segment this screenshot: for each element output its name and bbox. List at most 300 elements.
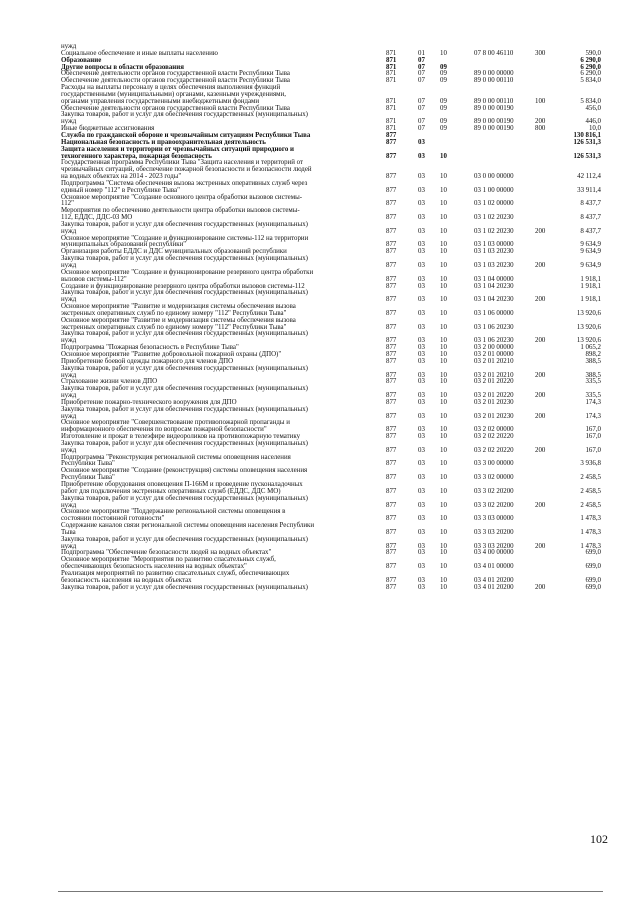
table-row xyxy=(61,407,601,421)
section-code: 03 xyxy=(418,357,425,365)
ministry-code: 877 xyxy=(386,152,397,160)
section-code: 07 xyxy=(418,63,425,71)
amount: 1 065,2 xyxy=(580,344,601,352)
table-row xyxy=(61,331,601,345)
section-code: 03 xyxy=(418,460,425,468)
table-row xyxy=(61,386,601,400)
amount: 130 816,1 xyxy=(573,131,601,139)
amount: 126 531,3 xyxy=(573,138,601,146)
amount: 590,0 xyxy=(585,49,601,57)
amount: 9 634,9 xyxy=(580,262,601,269)
target-article-code: 03 1 02 20230 xyxy=(474,227,514,235)
subsection-code: 10 xyxy=(440,426,447,434)
expense-type-code: 300 xyxy=(535,49,546,57)
target-article-code: 03 1 06 00000 xyxy=(474,309,514,317)
amount: 6 290,0 xyxy=(580,56,601,64)
subsection-code: 10 xyxy=(440,337,447,345)
row-name: Подпрограмма "Пожарная безопасность в Республике Тыва" xyxy=(61,344,239,352)
table-row xyxy=(61,290,601,304)
subsection-code: 09 xyxy=(440,70,447,78)
subsection-code: 10 xyxy=(440,528,447,536)
section-code: 03 xyxy=(418,549,425,557)
subsection-code: 10 xyxy=(440,262,447,269)
section-code: 03 xyxy=(418,433,425,441)
amount: 699,0 xyxy=(585,576,601,584)
row-name: Основное мероприятие "Создание и функционирование системы-112 на территории муниципальных образований республики" xyxy=(61,234,309,249)
target-article-code: 03 1 03 00000 xyxy=(474,241,514,249)
amount: 42 112,4 xyxy=(577,173,601,181)
amount: 335,5 xyxy=(585,392,601,400)
expense-type-code: 200 xyxy=(535,446,546,454)
subsection-code: 10 xyxy=(440,296,447,304)
amount: 446,0 xyxy=(585,118,601,126)
section-code: 03 xyxy=(418,282,425,290)
row-name: Государственная программа Республики Тыва "Защита населения и территорий от чрезвычайных ситуаций, обеспечение пожарной безопасности и безопасности людей на водных объектах на 2014 - 2023 годы" xyxy=(61,159,312,181)
expense-type-code: 200 xyxy=(535,227,546,235)
ministry-code: 877 xyxy=(386,173,397,181)
amount: 5 834,0 xyxy=(580,97,601,105)
table-row xyxy=(61,523,601,537)
section-code: 03 xyxy=(418,412,425,420)
subsection-code: 10 xyxy=(440,398,447,406)
row-name: Закупка товаров, работ и услуг для обеспечения государственных (муниципальных) нужд xyxy=(61,405,308,420)
subsection-code: 09 xyxy=(440,97,447,105)
amount: 1 478,3 xyxy=(580,515,601,523)
amount: 33 911,4 xyxy=(577,186,601,194)
subsection-code: 10 xyxy=(440,460,447,468)
table-row xyxy=(61,195,601,209)
footer-rule xyxy=(58,891,603,892)
ministry-code: 877 xyxy=(386,474,397,482)
section-code: 07 xyxy=(418,70,425,78)
subsection-code: 10 xyxy=(440,241,447,249)
row-name: Основное мероприятие "Мероприятия по развитию спасательных служб, обеспечивающих безопасность населения на водных объектах" xyxy=(61,556,276,571)
row-name: нужд xyxy=(61,43,77,50)
subsection-code: 10 xyxy=(440,412,447,420)
table-row xyxy=(61,85,601,106)
section-code: 01 xyxy=(418,49,425,57)
target-article-code: 03 2 02 00000 xyxy=(474,426,514,434)
section-code: 03 xyxy=(418,576,425,584)
row-name: Изготовление и прокат в телеэфире видеороликов на противопожарную тематику xyxy=(61,433,301,441)
subsection-code: 10 xyxy=(440,371,447,379)
target-article-code: 03 2 01 20210 xyxy=(474,371,514,379)
section-code: 03 xyxy=(418,138,425,146)
row-name: Национальная безопасность и правоохранительная деятельность xyxy=(61,138,266,146)
ministry-code: 877 xyxy=(386,528,397,536)
subsection-code: 10 xyxy=(440,549,447,557)
ministry-code: 877 xyxy=(386,460,397,468)
amount: 13 920,6 xyxy=(576,323,601,331)
table-row xyxy=(61,537,601,551)
subsection-code: 10 xyxy=(440,542,447,550)
table-row xyxy=(61,208,601,222)
section-code: 07 xyxy=(418,56,425,64)
ministry-code: 877 xyxy=(386,282,397,290)
section-code: 03 xyxy=(418,583,425,591)
row-name: Закупка товаров, работ и услуг для обеспечения государственных (муниципальных) нужд xyxy=(61,385,308,400)
section-code: 03 xyxy=(418,152,425,160)
target-article-code: 03 3 02 20200 xyxy=(474,487,514,495)
section-code: 03 xyxy=(418,350,425,358)
ministry-code: 871 xyxy=(386,97,397,105)
section-code: 03 xyxy=(418,501,425,509)
row-name: Образование xyxy=(61,56,102,64)
table-row xyxy=(61,441,601,455)
section-code: 03 xyxy=(418,309,425,317)
row-name: Закупка товаров, работ и услуг для обеспечения государственных (муниципальных) нужд xyxy=(61,535,308,550)
target-article-code: 03 1 06 20230 xyxy=(474,323,514,331)
row-name: Обеспечение деятельности органов государственной власти Республики Тыва xyxy=(61,77,290,85)
ministry-code: 877 xyxy=(386,398,397,406)
subsection-code: 10 xyxy=(440,446,447,454)
section-code: 03 xyxy=(418,542,425,550)
ministry-code: 877 xyxy=(386,515,397,523)
row-name: Закупка товаров, работ и услуг для обеспечения государственных (муниципальных) нужд xyxy=(61,220,308,235)
ministry-code: 871 xyxy=(386,70,397,78)
amount: 2 458,5 xyxy=(580,487,601,495)
ministry-code: 877 xyxy=(386,583,397,591)
subsection-code: 10 xyxy=(440,474,447,482)
expense-type-code: 200 xyxy=(535,118,546,126)
table-row xyxy=(61,181,601,195)
table-row xyxy=(61,147,601,161)
row-name: Закупка товаров, работ и услуг для обеспечения государственных (муниципальных) нужд xyxy=(61,494,308,509)
section-code: 03 xyxy=(418,262,425,269)
ministry-code: 877 xyxy=(386,248,397,256)
target-article-code: 03 2 00 00000 xyxy=(474,344,514,352)
row-name: Страхование жизни членов ДПО xyxy=(61,378,158,386)
amount: 1 918,1 xyxy=(580,296,601,304)
expense-type-code: 200 xyxy=(535,392,546,400)
amount: 8 437,7 xyxy=(580,227,601,235)
row-name: Закупка товаров, работ и услуг для обеспечения государственных (муниципальных) нужд xyxy=(61,111,308,126)
row-name: Создание и функционирование резервного центра обработки вызовов системы-112 xyxy=(61,282,305,290)
expense-type-code: 200 xyxy=(535,371,546,379)
ministry-code: 877 xyxy=(386,337,397,345)
target-article-code: 03 3 02 20200 xyxy=(474,501,514,509)
ministry-code: 877 xyxy=(386,357,397,365)
subsection-code: 10 xyxy=(440,214,447,222)
table-row xyxy=(61,160,601,181)
expense-type-code: 200 xyxy=(535,337,546,345)
target-article-code: 03 2 01 20230 xyxy=(474,398,514,406)
row-name: Основное мероприятие "Развитие и модернизация системы обеспечения вызова экстренных оперативных служб по единому номеру "112" Республики Тыва" xyxy=(61,316,296,331)
section-code: 03 xyxy=(418,241,425,249)
amount: 388,5 xyxy=(585,371,601,379)
target-article-code: 03 4 01 00000 xyxy=(474,563,514,571)
amount: 1 478,3 xyxy=(580,528,601,536)
amount: 699,0 xyxy=(585,549,601,557)
subsection-code: 09 xyxy=(440,104,447,112)
amount: 898,2 xyxy=(585,350,601,358)
amount: 9 634,9 xyxy=(580,248,601,256)
section-code: 03 xyxy=(418,248,425,256)
row-name: Основное мероприятие "Создание основного центра обработки вызовов системы- 112" xyxy=(61,193,303,208)
amount: 174,3 xyxy=(585,412,601,420)
table-row xyxy=(61,222,601,236)
ministry-code: 871 xyxy=(386,125,397,133)
table-row xyxy=(61,256,601,270)
amount: 167,0 xyxy=(585,446,601,454)
ministry-code: 877 xyxy=(386,378,397,386)
row-name: Закупка товаров, работ и услуг для обеспечения государственных (муниципальных) нужд xyxy=(61,330,308,345)
row-name: Основное мероприятие "Развитие и модернизация системы обеспечения вызова экстренных оперативных служб по единому номеру "112" Республики Тыва" xyxy=(61,303,296,317)
amount: 9 634,9 xyxy=(580,241,601,249)
amount: 2 458,5 xyxy=(580,501,601,509)
row-name: Служба по гражданской обороне и чрезвычайным ситуациям Республики Тыва xyxy=(61,131,311,139)
amount: 6 290,0 xyxy=(580,70,601,78)
row-name: Социальное обеспечение и иные выплаты населению xyxy=(61,49,218,57)
ministry-code: 877 xyxy=(386,200,397,208)
ministry-code: 877 xyxy=(386,275,397,283)
subsection-code: 10 xyxy=(440,357,447,365)
subsection-code: 10 xyxy=(440,344,447,352)
section-code: 03 xyxy=(418,446,425,454)
subsection-code: 10 xyxy=(440,152,447,160)
ministry-code: 877 xyxy=(386,344,397,352)
target-article-code: 89 0 00 00000 xyxy=(474,70,514,78)
table-row xyxy=(61,585,601,592)
row-name: Реализация мероприятий по развитию спасательных служб, обеспечивающих безопасность населения на водных объектах xyxy=(61,569,290,584)
ministry-code: 871 xyxy=(386,56,397,64)
row-name: Основное мероприятие "Создание (реконструкция) системы оповещения населения Республики Тыва" xyxy=(61,467,308,482)
subsection-code: 09 xyxy=(440,125,447,133)
table-row xyxy=(61,482,601,496)
amount: 167,0 xyxy=(585,426,601,434)
ministry-code: 877 xyxy=(386,487,397,495)
ministry-code: 877 xyxy=(386,549,397,557)
amount: 13 920,6 xyxy=(576,337,601,345)
subsection-code: 10 xyxy=(440,323,447,331)
amount: 1 918,1 xyxy=(580,282,601,290)
table-row xyxy=(61,112,601,126)
subsection-code: 10 xyxy=(440,563,447,571)
ministry-code: 877 xyxy=(386,392,397,400)
expense-type-code: 200 xyxy=(535,412,546,420)
subsection-code: 10 xyxy=(440,309,447,317)
section-code: 03 xyxy=(418,344,425,352)
subsection-code: 10 xyxy=(440,378,447,386)
row-name: Содержание каналов связи региональной системы оповещения населения Республики Тыва xyxy=(61,522,315,536)
row-name: Основное мероприятие "Совершенствование противопожарной пропаганды и информационного обеспечения по вопросам пожарной безопасности" xyxy=(61,419,290,434)
amount: 167,0 xyxy=(585,433,601,441)
target-article-code: 89 0 00 00110 xyxy=(474,97,514,105)
page-number: 102 xyxy=(590,832,608,846)
section-code: 03 xyxy=(418,426,425,434)
target-article-code: 89 0 00 00190 xyxy=(474,104,514,112)
amount: 1 918,1 xyxy=(580,275,601,283)
ministry-code: 877 xyxy=(386,426,397,434)
amount: 13 920,6 xyxy=(576,309,601,317)
subsection-code: 10 xyxy=(440,515,447,523)
row-name: Приобретение боевой одежды пожарного для членов ДПО xyxy=(61,357,234,365)
amount: 699,0 xyxy=(585,583,601,591)
amount: 456,0 xyxy=(585,104,601,112)
subsection-code: 10 xyxy=(440,583,447,591)
target-article-code: 03 1 02 00000 xyxy=(474,200,514,208)
target-article-code: 03 1 04 00000 xyxy=(474,275,514,283)
ministry-code: 877 xyxy=(386,446,397,454)
target-article-code: 07 8 00 46110 xyxy=(474,49,514,57)
target-article-code: 03 1 00 00000 xyxy=(474,186,514,194)
section-code: 03 xyxy=(418,398,425,406)
section-code: 03 xyxy=(418,378,425,386)
target-article-code: 03 1 06 20230 xyxy=(474,337,514,345)
amount: 2 458,5 xyxy=(580,474,601,482)
target-article-code: 03 2 01 20230 xyxy=(474,412,514,420)
ministry-code: 877 xyxy=(386,576,397,584)
amount: 6 290,0 xyxy=(580,63,601,71)
ministry-code: 877 xyxy=(386,309,397,317)
section-code: 03 xyxy=(418,371,425,379)
subsection-code: 10 xyxy=(440,501,447,509)
target-article-code: 03 2 02 20220 xyxy=(474,446,514,454)
expense-type-code: 200 xyxy=(535,501,546,509)
section-code: 07 xyxy=(418,104,425,112)
section-code: 03 xyxy=(418,186,425,194)
ministry-code: 877 xyxy=(386,323,397,331)
expense-type-code: 100 xyxy=(535,97,546,105)
section-code: 07 xyxy=(418,118,425,126)
section-code: 03 xyxy=(418,214,425,222)
section-code: 03 xyxy=(418,515,425,523)
subsection-code: 10 xyxy=(440,576,447,584)
row-name: Подпрограмма "Обеспечение безопасности людей на водных объектах" xyxy=(61,549,272,557)
expense-type-code: 200 xyxy=(535,542,546,550)
table-row xyxy=(61,366,601,380)
row-name: Обеспечение деятельности органов государственной власти Республики Тыва xyxy=(61,70,290,78)
section-code: 03 xyxy=(418,323,425,331)
section-code: 03 xyxy=(418,227,425,235)
amount: 10,0 xyxy=(588,125,601,133)
ministry-code: 877 xyxy=(386,241,397,249)
subsection-code: 10 xyxy=(440,186,447,194)
amount: 5 834,0 xyxy=(580,77,601,85)
ministry-code: 877 xyxy=(386,433,397,441)
row-name: Приобретение оборудования оповещения П-166М и проведение пусконаладочных работ для подключения экстренных оперативных служб (ЕДДС, ДДС МО) xyxy=(61,481,303,495)
section-code: 03 xyxy=(418,392,425,400)
table-row xyxy=(61,455,601,469)
section-code: 03 xyxy=(418,563,425,571)
section-code: 03 xyxy=(418,200,425,208)
subsection-code: 10 xyxy=(440,433,447,441)
ministry-code: 877 xyxy=(386,262,397,269)
target-article-code: 03 3 00 00000 xyxy=(474,460,514,468)
target-article-code: 03 1 02 20230 xyxy=(474,214,514,222)
row-name: Приобретение пожарно-технического вооружения для ДПО xyxy=(61,398,237,406)
subsection-code: 10 xyxy=(440,392,447,400)
amount: 699,0 xyxy=(585,563,601,571)
target-article-code: 03 3 03 20200 xyxy=(474,542,514,550)
target-article-code: 89 0 00 00110 xyxy=(474,77,514,85)
row-name: Организация работы ЕДДС и ДДС муниципальных образований республики xyxy=(61,248,287,256)
ministry-code: 871 xyxy=(386,104,397,112)
table-row xyxy=(61,496,601,510)
table-row xyxy=(61,318,601,332)
amount: 1 478,3 xyxy=(580,542,601,550)
target-article-code: 03 2 01 00000 xyxy=(474,350,514,358)
section-code: 03 xyxy=(418,487,425,495)
ministry-code: 877 xyxy=(386,131,397,139)
section-code: 07 xyxy=(418,77,425,85)
section-code: 07 xyxy=(418,97,425,105)
amount: 335,5 xyxy=(585,378,601,386)
amount: 126 531,3 xyxy=(573,152,601,160)
row-name: Мероприятия по обеспечению деятельности центра обработки вызовов системы- 112, ЕДДС, ДДС-03 МО xyxy=(61,207,300,222)
budget-table xyxy=(61,44,601,592)
target-article-code: 03 0 00 00000 xyxy=(474,173,514,181)
row-name: Подпрограмма "Система обеспечения вызова экстренных оперативных служб через единый номер "112" в Республике Тыва" xyxy=(61,179,308,194)
target-article-code: 89 0 00 00190 xyxy=(474,118,514,126)
subsection-code: 10 xyxy=(440,173,447,181)
ministry-code: 871 xyxy=(386,77,397,85)
target-article-code: 03 3 02 00000 xyxy=(474,474,514,482)
target-article-code: 03 2 01 20220 xyxy=(474,392,514,400)
expense-type-code: 200 xyxy=(535,262,546,269)
target-article-code: 89 0 00 00190 xyxy=(474,125,514,133)
amount: 388,5 xyxy=(585,357,601,365)
target-article-code: 03 4 01 20200 xyxy=(474,583,514,591)
ministry-code: 877 xyxy=(386,296,397,304)
row-name: Другие вопросы в области образования xyxy=(61,63,184,71)
ministry-code: 871 xyxy=(386,118,397,126)
expense-type-code: 200 xyxy=(535,296,546,304)
section-code: 03 xyxy=(418,528,425,536)
amount: 174,3 xyxy=(585,398,601,406)
ministry-code: 877 xyxy=(386,371,397,379)
subsection-code: 10 xyxy=(440,49,447,57)
row-name: Подпрограмма "Реконструкция региональной системы оповещения населения Республики Тыва" xyxy=(61,453,291,468)
subsection-code: 09 xyxy=(440,77,447,85)
amount: 8 437,7 xyxy=(580,200,601,208)
ministry-code: 871 xyxy=(386,49,397,57)
ministry-code: 877 xyxy=(386,563,397,571)
row-name: Иные бюджетные ассигнования xyxy=(61,125,155,133)
ministry-code: 877 xyxy=(386,501,397,509)
amount: 3 936,8 xyxy=(580,460,601,468)
expense-type-code: 200 xyxy=(535,583,546,591)
table-row xyxy=(61,571,601,585)
target-article-code: 03 2 01 20220 xyxy=(474,378,514,386)
target-article-code: 03 1 04 20230 xyxy=(474,296,514,304)
table-row xyxy=(61,509,601,523)
ministry-code: 877 xyxy=(386,138,397,146)
section-code: 03 xyxy=(418,296,425,304)
ministry-code: 877 xyxy=(386,350,397,358)
target-article-code: 03 2 01 20210 xyxy=(474,357,514,365)
section-code: 03 xyxy=(418,275,425,283)
target-article-code: 03 3 03 00000 xyxy=(474,515,514,523)
ministry-code: 877 xyxy=(386,227,397,235)
amount: 8 437,7 xyxy=(580,214,601,222)
subsection-code: 10 xyxy=(440,275,447,283)
expense-type-code: 800 xyxy=(535,125,546,133)
target-article-code: 03 2 02 20220 xyxy=(474,433,514,441)
ministry-code: 877 xyxy=(386,214,397,222)
table-row xyxy=(61,468,601,482)
row-name: Обеспечение деятельности органов государственной власти Республики Тыва xyxy=(61,104,290,112)
table-row xyxy=(61,557,601,571)
subsection-code: 10 xyxy=(440,200,447,208)
table-row xyxy=(61,270,601,284)
target-article-code: 03 1 04 20230 xyxy=(474,282,514,290)
ministry-code: 877 xyxy=(386,542,397,550)
target-article-code: 03 1 03 20230 xyxy=(474,248,514,256)
table-row xyxy=(61,420,601,434)
target-article-code: 03 1 03 20230 xyxy=(474,262,514,269)
row-name: Закупка товаров, работ и услуг для обеспечения государственных (муниципальных) нужд xyxy=(61,289,308,304)
